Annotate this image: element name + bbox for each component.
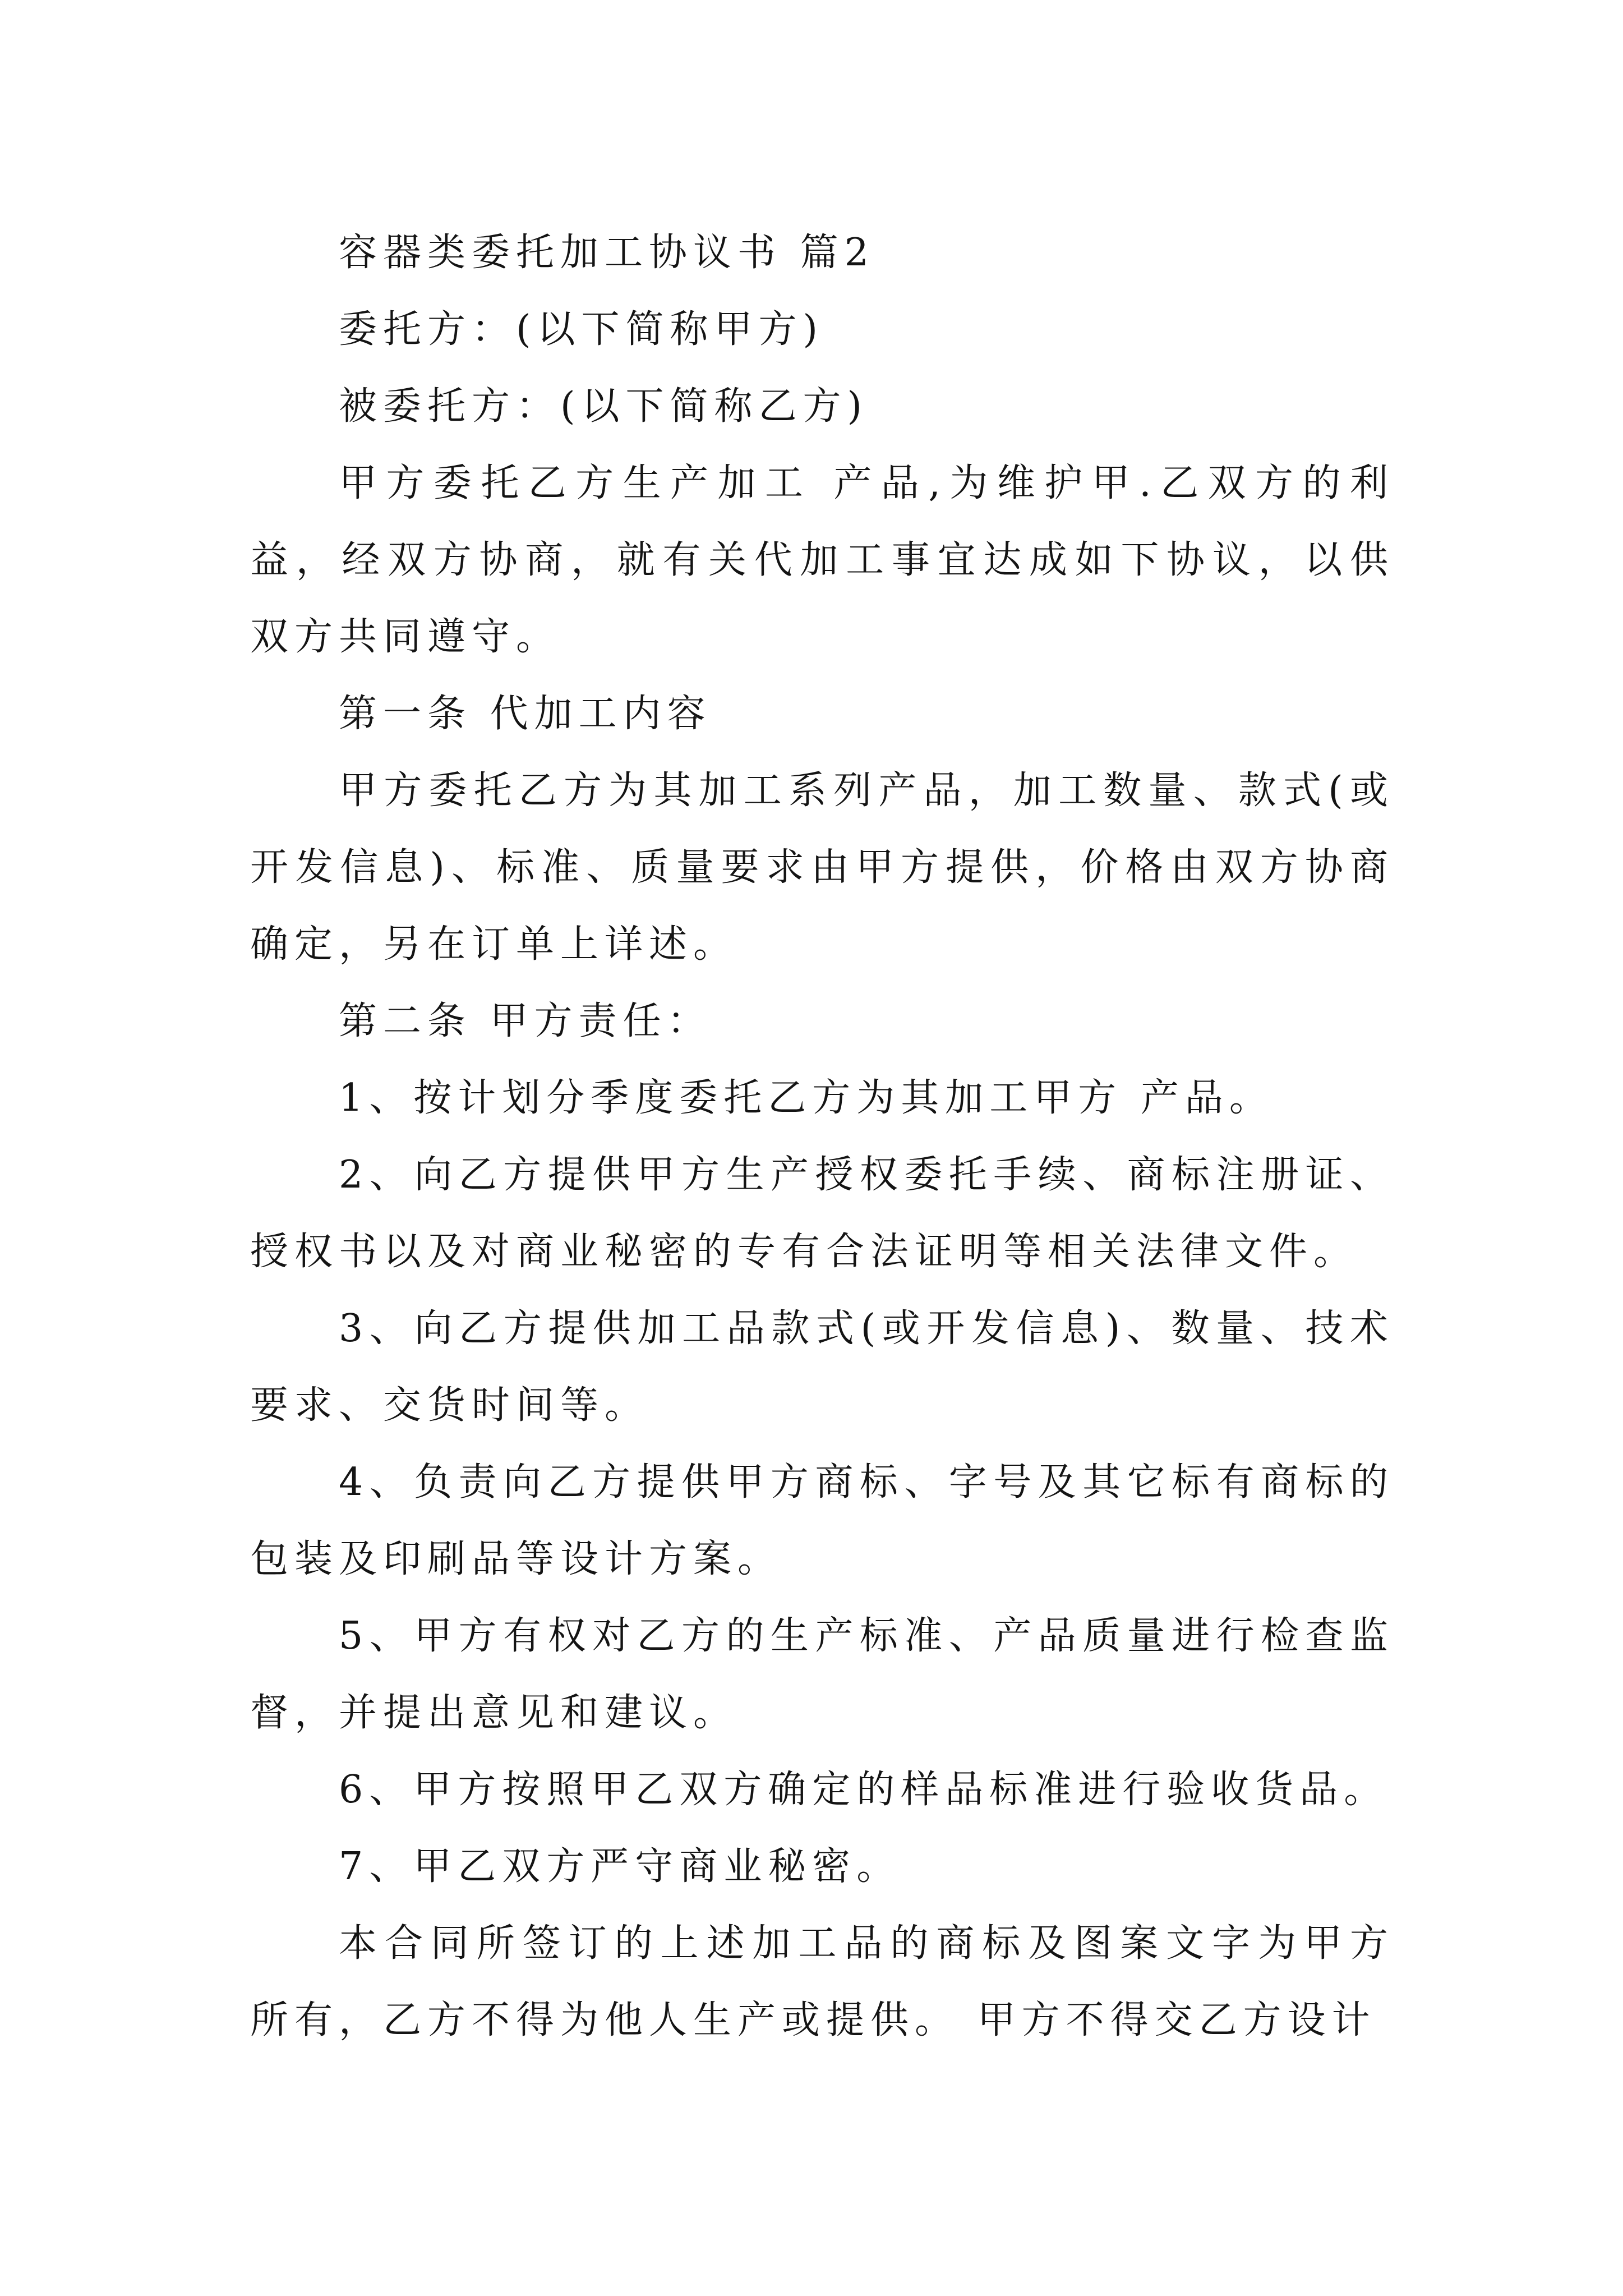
document-body [250, 214, 1394, 2059]
party-b-line: 被委托方：(以下简称乙方) [339, 384, 869, 429]
clause-7: 7、甲乙双方严守商业秘密。 [339, 1844, 901, 1889]
clause-6: 6、甲方按照甲乙双方确定的样品标准进行验收货品。 [339, 1768, 1389, 1812]
document-title: 容器类委托加工协议书 篇2 [339, 231, 875, 275]
party-a-line: 委托方：(以下简称甲方) [339, 307, 824, 352]
article-2-heading: 第二条 甲方责任： [339, 999, 712, 1043]
clause-5: 5、甲方有权对乙方的生产标准、产品质量进行检查监督，并提出意见和建议。 [250, 1614, 1394, 1735]
clause-1: 1、按计划分季度委托乙方为其加工甲方 产品。 [339, 1076, 1274, 1120]
trademark-paragraph: 本合同所签订的上述加工品的商标及图案文字为甲方所有，乙方不得为他人生产或提供。 甲方不得交乙方设计 [250, 1921, 1394, 2042]
article-1-heading: 第一条 代加工内容 [339, 692, 712, 736]
clause-3: 3、向乙方提供加工品款式(或开发信息)、数量、技术要求、交货时间等。 [250, 1306, 1394, 1428]
clause-2: 2、向乙方提供甲方生产授权委托手续、商标注册证、授权书以及对商业秘密的专有合法证明等相关法律文件。 [250, 1153, 1394, 1274]
clause-4: 4、负责向乙方提供甲方商标、字号及其它标有商标的包装及印刷品等设计方案。 [250, 1460, 1394, 1581]
article-1-paragraph: 甲方委托乙方为其加工系列产品，加工数量、款式(或开发信息)、标准、质量要求由甲方提供，价格由双方协商确定，另在订单上详述。 [250, 769, 1394, 967]
preamble-paragraph: 甲方委托乙方生产加工 产品,为维护甲.乙双方的利益，经双方协商，就有关代加工事宜达成如下协议，以供双方共同遵守。 [250, 461, 1394, 659]
